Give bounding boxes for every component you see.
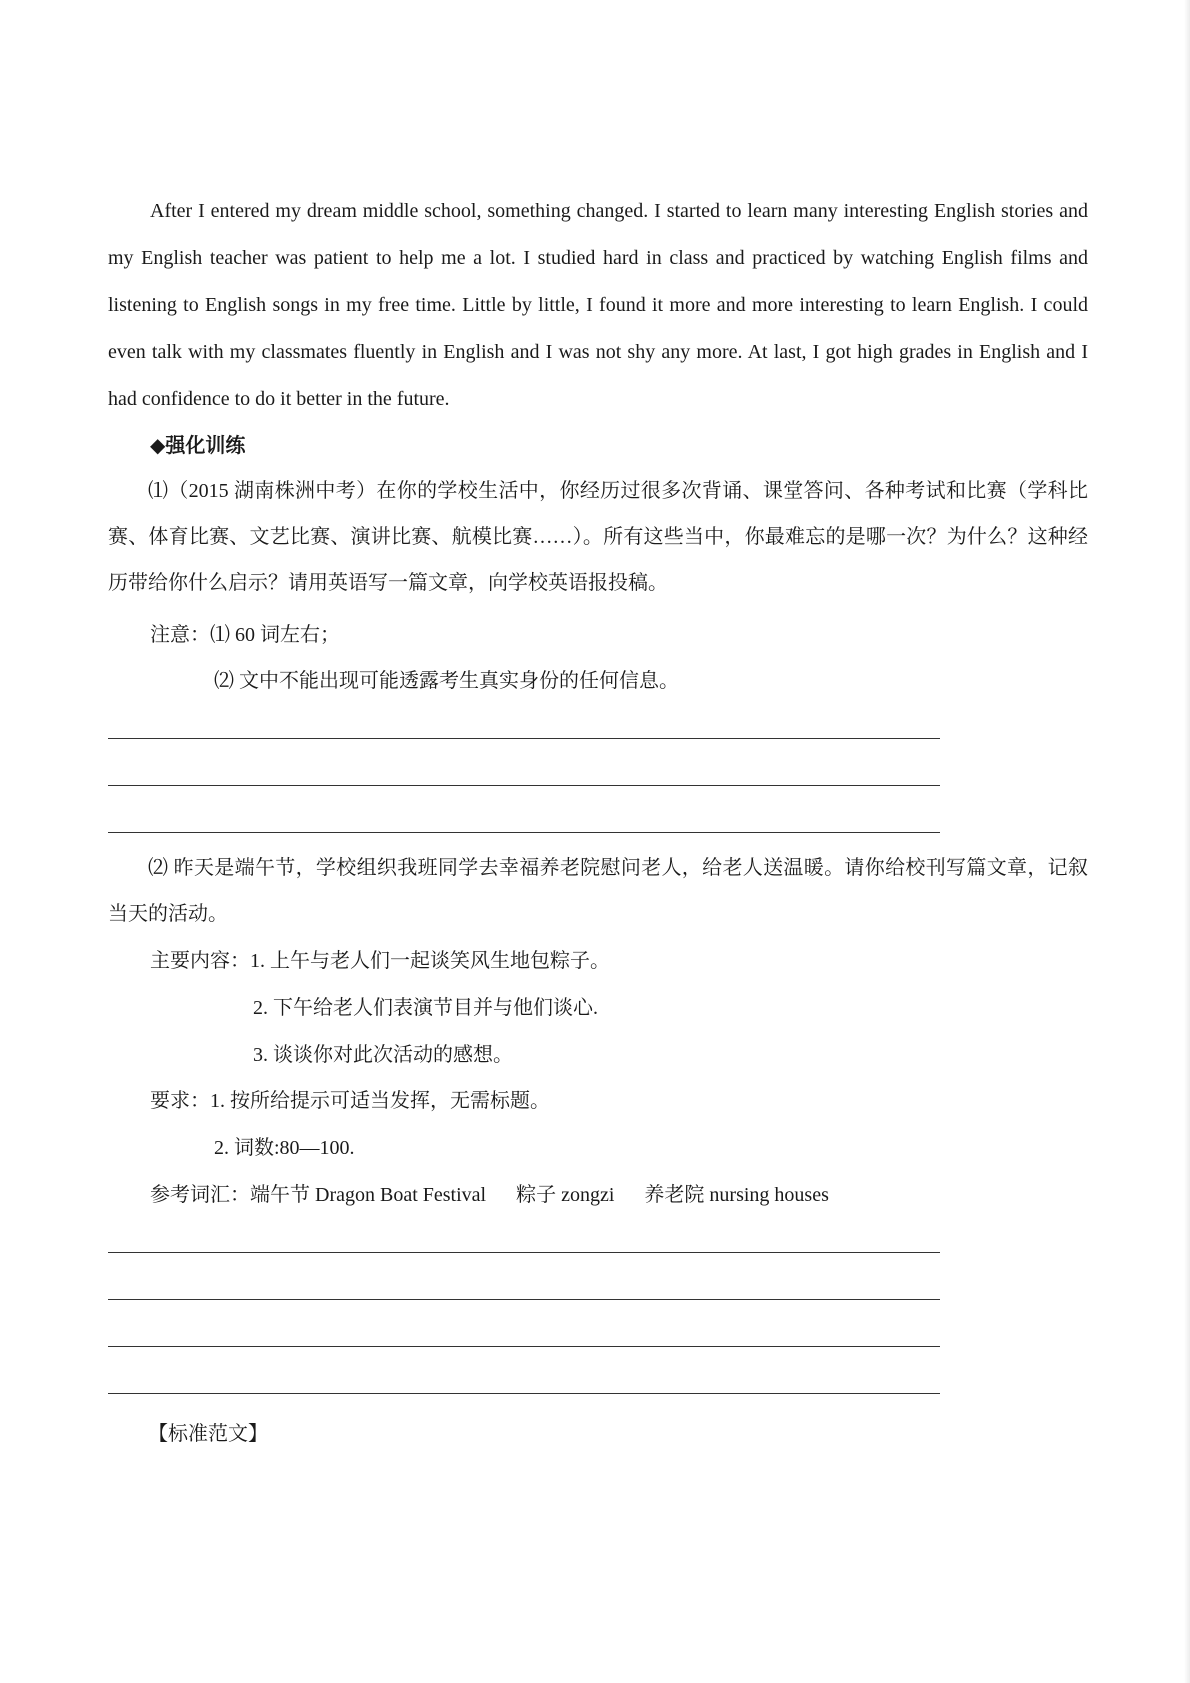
section-heading: ◆强化训练 <box>150 435 246 457</box>
task1-answer-line <box>108 832 940 833</box>
page-edge-shadow <box>1184 0 1190 1683</box>
task2-answer-line <box>108 1299 940 1300</box>
task2-prompt: ⑵ 昨天是端午节，学校组织我班同学去幸福养老院慰问老人，给老人送温暖。请你给校刊写篇文章，记叙当天的活动。 <box>108 857 1088 925</box>
task2-answer-line <box>108 1346 940 1347</box>
vocab-nursing-houses: 养老院 nursing houses <box>644 1184 829 1206</box>
task1-note-2: ⑵ 文中不能出现可能透露考生真实身份的任何信息。 <box>214 670 679 692</box>
task1-answer-line <box>108 738 940 739</box>
task1-answer-line <box>108 785 940 786</box>
vocab-zongzi: 粽子 zongzi <box>516 1184 615 1206</box>
intro-paragraph: After I entered my dream middle school, something changed. I started to learn many interesting English stories and my English teacher was patient to help me a lot. I studied hard in class and practiced by watching English films and listening to English songs in my free time. Little by little, I found it more and more interesting to learn English. I could even talk with my classmates fluently in English and I was not shy any more. At last, I got high grades in English and I had confidence to do it better in the future. <box>108 200 1088 410</box>
task2-content-3: 3. 谈谈你对此次活动的感想。 <box>253 1044 513 1066</box>
task2-content-1: 主要内容：1. 上午与老人们一起谈笑风生地包粽子。 <box>150 950 610 972</box>
task1-prompt: ⑴（2015 湖南株洲中考）在你的学校生活中，你经历过很多次背诵、课堂答问、各种考试和比赛（学科比赛、体育比赛、文艺比赛、演讲比赛、航模比赛……）。所有这些当中，你最难忘的是哪一次？为什么？这种经历带给你什么启示？请用英语写一篇文章，向学校英语报投稿。 <box>108 480 1088 594</box>
task2-answer-line <box>108 1393 940 1394</box>
task2-requirement-1: 要求：1. 按所给提示可适当发挥，无需标题。 <box>150 1090 550 1112</box>
task2-content-2: 2. 下午给老人们表演节目并与他们谈心. <box>253 997 598 1019</box>
task2-requirement-2: 2. 词数:80—100. <box>214 1137 355 1159</box>
model-essay-heading: 【标准范文】 <box>148 1423 268 1445</box>
vocab-dragon-boat: 参考词汇：端午节 Dragon Boat Festival <box>150 1184 487 1206</box>
task1-note-1: 注意：⑴ 60 词左右； <box>150 624 340 646</box>
task2-answer-line <box>108 1252 940 1253</box>
task2-vocabulary <box>150 1181 829 1209</box>
